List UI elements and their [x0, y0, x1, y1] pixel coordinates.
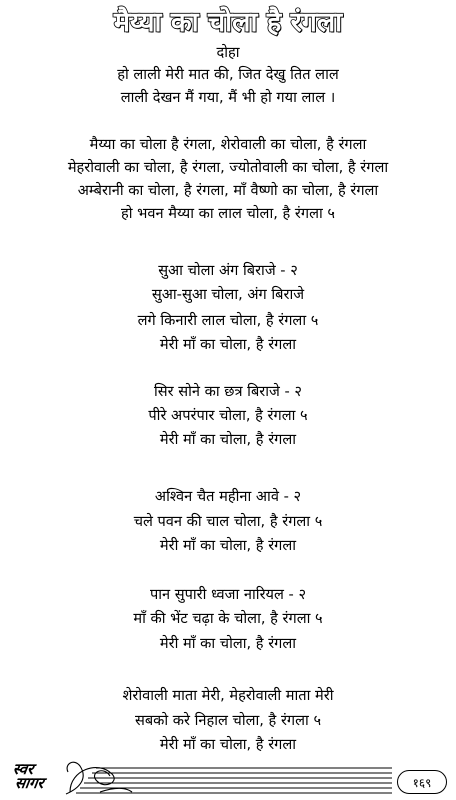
refrain-line-4: हो भवन मैय्या का लाल चोला, है रंगला ५ [121, 205, 335, 222]
stanza-4-line-2: माँ की भेंट चढ़ा के चोला, है रंगला ५ [133, 610, 323, 627]
stanza-1-line-4: मेरी माँ का चोला, है रंगला [159, 336, 297, 353]
stanza-2-line-3: मेरी माँ का चोला, है रंगला [159, 431, 297, 448]
page-number: १६९ [397, 770, 447, 794]
stanza-1-line-1: सुआ चोला अंग बिराजे - २ [158, 262, 298, 279]
stanza-3-line-3: मेरी माँ का चोला, है रंगला [159, 537, 297, 554]
stanza-3-line-1: अश्विन चैत महीना आवे - २ [154, 488, 302, 505]
stanza-1-line-3: लगे किनारी लाल चोला, है रंगला ५ [137, 312, 319, 329]
refrain-line-3: अम्बेरानी का चोला, है रंगला, माँ वैष्णो का चोला, है रंगला [77, 182, 379, 199]
stanza-5-line-1: शेरोवाली माता मेरी, मेहरोवाली माता मेरी [122, 687, 334, 704]
stanza-2-line-2: पीरे अपरंपार चोला, है रंगला ५ [148, 407, 308, 424]
doha-line-1: हो लाली मेरी मात की, जित देखु तित लाल [117, 66, 339, 83]
doha-heading: दोहा [216, 44, 240, 61]
stanza-5-line-3: मेरी माँ का चोला, है रंगला [159, 736, 297, 753]
refrain-line-2: मेहरोवाली का चोला, है रंगला, ज्योतोवाली का चोला, है रंगला [67, 159, 389, 176]
stanza-1-line-2: सुआ-सुआ चोला, अंग बिराजे [151, 286, 305, 303]
brand-line-1: स्वर [11, 760, 35, 778]
stanza-2-line-1: सिर सोने का छत्र बिराजे - २ [153, 383, 302, 400]
stanza-4-line-3: मेरी माँ का चोला, है रंगला [159, 635, 297, 652]
stanza-5-line-2: सबको करे निहाल चोला, है रंगला ५ [134, 712, 322, 729]
brand-line-2: सागर [13, 774, 45, 792]
brand-logo [10, 762, 47, 790]
page-footer [0, 748, 456, 800]
stanza-4-line-1: पान सुपारी ध्वजा नारियल - २ [149, 586, 307, 603]
song-title: मैय्या का चोला है रंगला [113, 7, 343, 38]
stanza-3-line-2: चले पवन की चाल चोला, है रंगला ५ [133, 513, 323, 530]
footer-ornament-icon [0, 748, 456, 800]
doha-line-2: लाली देखन मैं गया, मैं भी हो गया लाल । [120, 89, 336, 106]
refrain-line-1: मैय्या का चोला है रंगला, शेरोवाली का चोला, है रंगला [89, 136, 367, 153]
